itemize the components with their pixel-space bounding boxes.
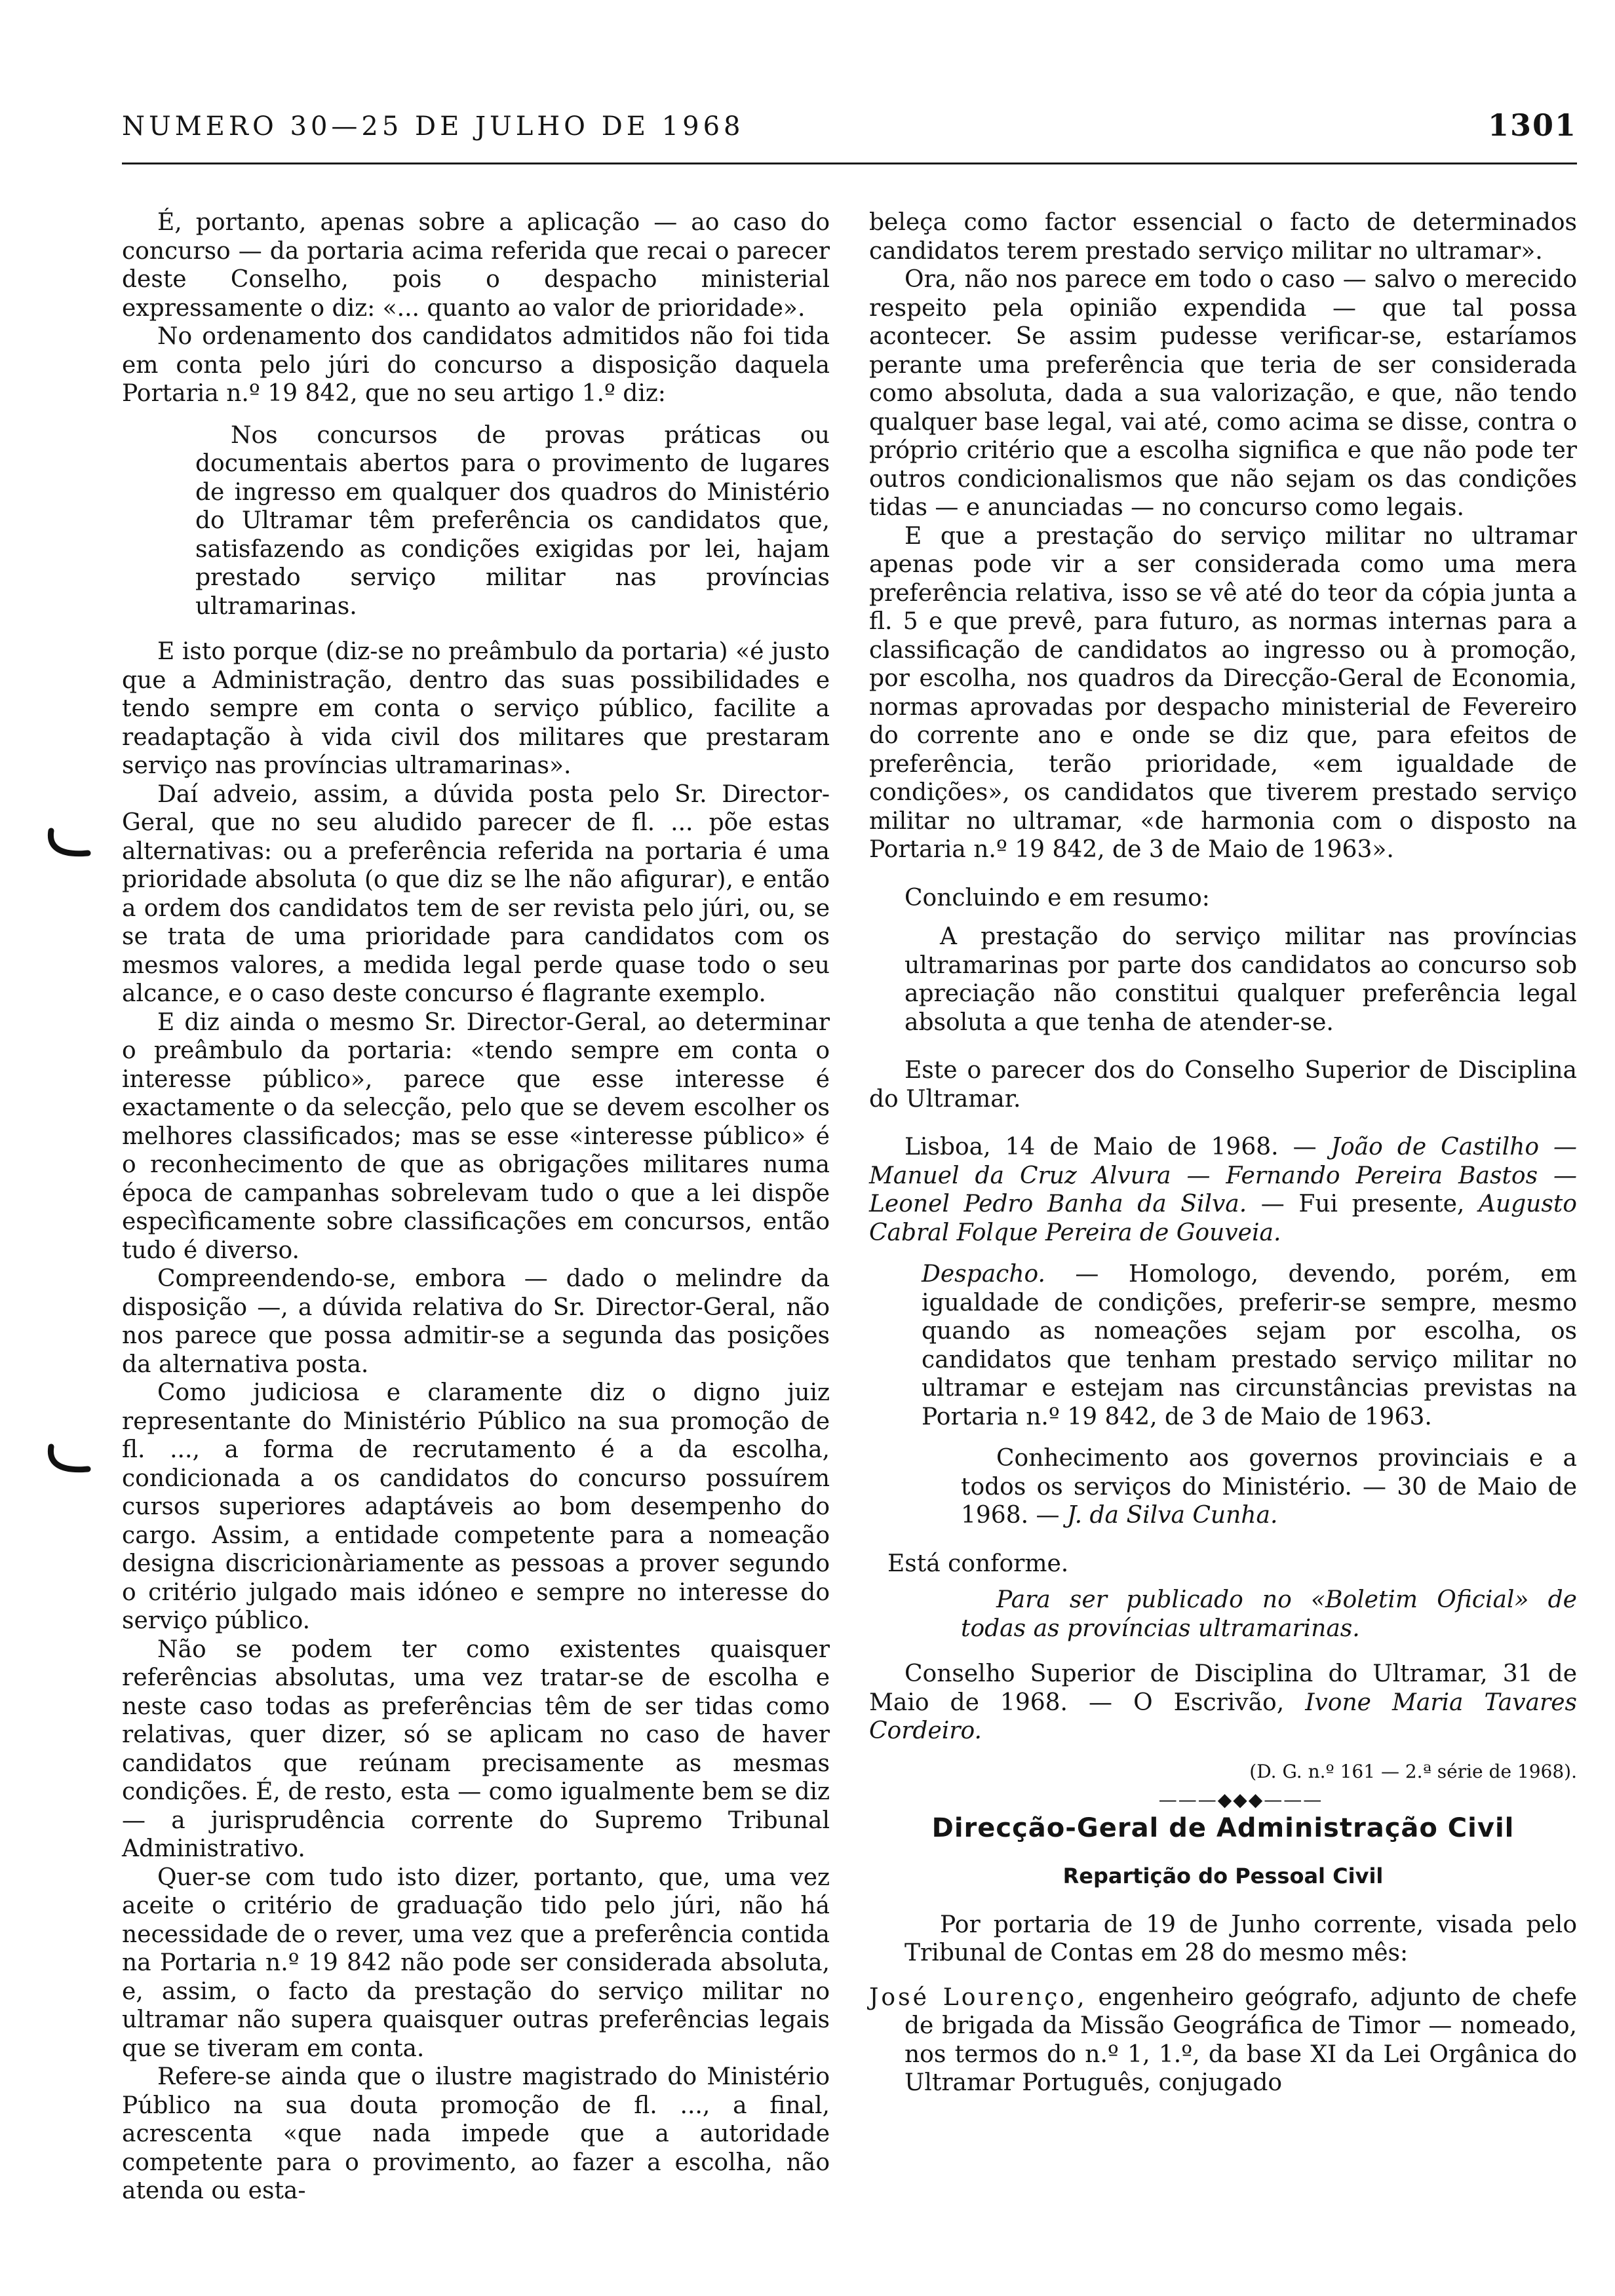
paragraph: E isto porque (diz-se no preâmbulo da portaria) «é justo que a Administração, dentro das suas possibilidades e tendo sempre em conta o serviço público, facilite a readaptação à vida civil dos militares que prestaram serviço nas províncias ultramarinas». <box>122 638 830 779</box>
paragraph: Ora, não nos parece em todo o caso — salvo o merecido respeito pela opinião expendida — que tal possa acontecer. Se assim pudesse verificar-se, estaríamos perante uma preferência que teria de ser considerada como absoluta, dada a sua valorização, e que, não tendo qualquer base legal, vai até, como acima se disse, contra o próprio critério que a escolha significa e que não pode ter outros condicionalismos que não sejam os das condições tidas — e anunciadas — no concurso como legais. <box>869 266 1577 521</box>
right-column <box>869 208 1577 2097</box>
paragraph: E diz ainda o mesmo Sr. Director-Geral, ao determinar o preâmbulo da portaria: «tendo sempre em conta o interesse público», parece que esse interesse é exactamente o da selecção, pelo que se devem escolher os melhores classificados; mas se esse «interesse público» é o reconhecimento de que as obrigações militares numa época de campanhas sobrelevam tudo o que a lei dispõe especìficamente sobre classificações em concursos, então tudo é diverso. <box>122 1008 830 1264</box>
despacho-sub-text: Conhecimento aos governos provinciais e a todos os serviços do Ministério. — 30 de Maio de 1968. — <box>961 1445 1577 1529</box>
signature-block <box>869 1133 1577 1247</box>
paragraph: É, portanto, apenas sobre a aplicação — ao caso do concurso — da portaria acima referida que recai o parecer deste Conselho, pois o despacho ministerial expressamente o diz: «... quanto ao valor de prioridade». <box>122 209 830 322</box>
paragraph: Compreendendo-se, embora — dado o melindre da disposição —, a dúvida relativa do Sr. Director-Geral, não nos parece que possa admitir-se a segunda das posições da alternativa posta. <box>122 1265 830 1378</box>
closing-text: Conselho Superior de Disciplina do Ultramar, 31 de Maio de 1968. — O Escrivão, <box>869 1660 1577 1716</box>
margin-mark-icon <box>46 827 92 860</box>
paragraph: Concluindo e em resumo: <box>905 884 1210 911</box>
publish-note: Para ser publicado no «Boletim Oficial» de todas as províncias ultramarinas. <box>961 1586 1577 1642</box>
paragraph: No ordenamento dos candidatos admitidos não foi tida em conta pelo júri do concurso a disposição daquela Portaria n.º 19 842, que no seu artigo 1.º diz: <box>122 323 830 407</box>
despacho-signer: J. da Silva Cunha. <box>1066 1502 1278 1529</box>
despacho-block <box>922 1260 1577 1431</box>
paragraph: Como judiciosa e claramente diz o digno juiz representante do Ministério Público na sua promoção de fl. ..., a forma de recrutamento é a da escolha, condicionada a os candidatos do concurso possuírem cursos superiores adaptáveis ao bom desempenho do cargo. Assim, a entidade competente para a nomeação designa discricionàriamente as pessoas a prover segundo o critério julgado mais idóneo e sempre no interesse do serviço público. <box>122 1379 830 1634</box>
entry-name: José Lourenço, <box>869 1983 1087 2011</box>
paragraph: Quer-se com tudo isto dizer, portanto, que, uma vez aceite o critério de graduação tido pelo júri, não há necessidade de o rever, uma vez que a preferência contida na Portaria n.º 19 842 não pode ser considerada absoluta, e, assim, o facto da prestação do serviço militar no ultramar não supera quaisquer outras preferências legais que se tiveram em conta. <box>122 1864 830 2062</box>
page-number: 1301 <box>1487 107 1577 143</box>
paragraph: Não se podem ter como existentes quaisquer referências absolutas, uma vez tratar-se de escolha e neste caso todas as preferências têm de ser tidas como relativas, quer dizer, só se aplicam no caso de haver candidatos que reúnam precisamente as mesmas condições. É, de resto, esta — como igualmente bem se diz — a jurisprudência corrente do Supremo Tribunal Administrativo. <box>122 1636 830 1862</box>
despacho-sub <box>961 1444 1577 1530</box>
paragraph: beleça como factor essencial o facto de determinados candidatos terem prestado serviço militar no ultramar». <box>869 209 1577 265</box>
section-subtitle: Repartição do Pessoal Civil <box>1062 1864 1384 1888</box>
conclusion-quote: A prestação do serviço militar nas províncias ultramarinas por parte dos candidatos ao concurso sob apreciação não constitui qualquer preferência legal absoluta a que tenha de atender-se. <box>905 923 1577 1036</box>
closing-name: Ivone Maria Tavares Cordeiro. <box>869 1689 1577 1744</box>
left-column <box>122 208 830 2206</box>
quoted-article: Nos concursos de provas práticas ou documentais abertos para o provimento de lugares de ingresso em qualquer dos quadros do Ministério do Ultramar têm preferência os candidatos que, satisfazendo as condições exigidas por lei, hajam prestado serviço militar nas províncias ultramarinas. <box>195 421 830 620</box>
paragraph: Este o parecer dos do Conselho Superior de Disciplina do Ultramar. <box>869 1057 1577 1113</box>
entry-text: engenheiro geógrafo, adjunto de chefe de brigada da Missão Geográfica de Timor — nomeado, nos termos do n.º 1, 1.º, da base XI da Lei Orgânica do Ultramar Português, conjugado <box>905 1983 1578 2096</box>
conforme-line: Está conforme. <box>887 1550 1069 1577</box>
appointment-entry <box>869 1983 1577 2097</box>
signature-present-name: Augusto Cabral Folque Pereira de Gouveia. <box>869 1191 1577 1246</box>
paragraph: E que a prestação do serviço militar no ultramar apenas pode vir a ser considerada como uma mera preferência relativa, isso se vê até do teor da cópia junta a fl. 5 e que prevê, para futuro, as normas internas para a classificação de candidatos ao ingresso ou à promoção, por escolha, nos quadros da Direcção-Geral de Economia, normas aprovadas por despacho ministerial de Fevereiro do corrente ano e onde se diz que, para efeitos de preferência, terão prioridade, «em igualdade de condições», os candidatos que tiverem prestado serviço militar no ultramar, «de harmonia com o disposto na Portaria n.º 19 842, de 3 de Maio de 1963». <box>869 522 1577 863</box>
section-title: Direcção-Geral de Administração Civil <box>931 1812 1515 1843</box>
paragraph: Daí adveio, assim, a dúvida posta pelo Sr. Director-Geral, que no seu aludido parecer de fl. ... põe estas alternativas: ou a preferência referida na portaria é uma prioridade absoluta (o que diz se lhe não afigurar), e então a ordem dos candidatos tem de ser revista pelo júri, ou, se se trata de uma prioridade para candidatos com os mesmos valores, a medida legal perde quase todo o seu alcance, e o caso deste concurso é flagrante exemplo. <box>122 780 830 1007</box>
despacho-text: — Homologo, devendo, porém, em igualdade de condições, preferir-se sempre, mesmo quando as nomeações sejam por escolha, os candidatos que tenham prestado serviço militar no ultramar e estejam nas circunstâncias previstas na Portaria n.º 19 842, de 3 de Maio de 1963. <box>922 1261 1577 1430</box>
signature-names: João de Castilho — Manuel da Cruz Alvura — Fernando Pereira Bastos — Leonel Pedro Banha da Silva. <box>869 1134 1577 1217</box>
margin-mark-icon <box>46 1443 92 1476</box>
closing-block <box>869 1660 1577 1746</box>
portaria-paragraph: Por portaria de 19 de Junho corrente, visada pelo Tribunal de Contas em 28 do mesmo mês: <box>905 1911 1577 1966</box>
issue-line: NUMERO 30—25 DE JULHO DE 1968 <box>122 111 745 142</box>
despacho-label: Despacho. <box>922 1261 1045 1288</box>
signature-present: — Fui presente, <box>1260 1191 1465 1217</box>
page-header <box>122 105 1577 151</box>
paragraph: Refere-se ainda que o ilustre magistrado do Ministério Público na sua douta promoção de fl. ..., a final, acrescenta «que nada impede que a autoridade competente para o provimento, ao fazer a escolha, não atenda ou esta- <box>122 2063 830 2204</box>
divider-ornament: ———◆◆◆——— <box>1158 1789 1323 1810</box>
header-rule <box>122 163 1577 164</box>
source-citation: (D. G. n.º 161 — 2.ª série de 1968). <box>1249 1760 1577 1782</box>
signature-date: Lisboa, 14 de Maio de 1968. — <box>905 1134 1317 1160</box>
